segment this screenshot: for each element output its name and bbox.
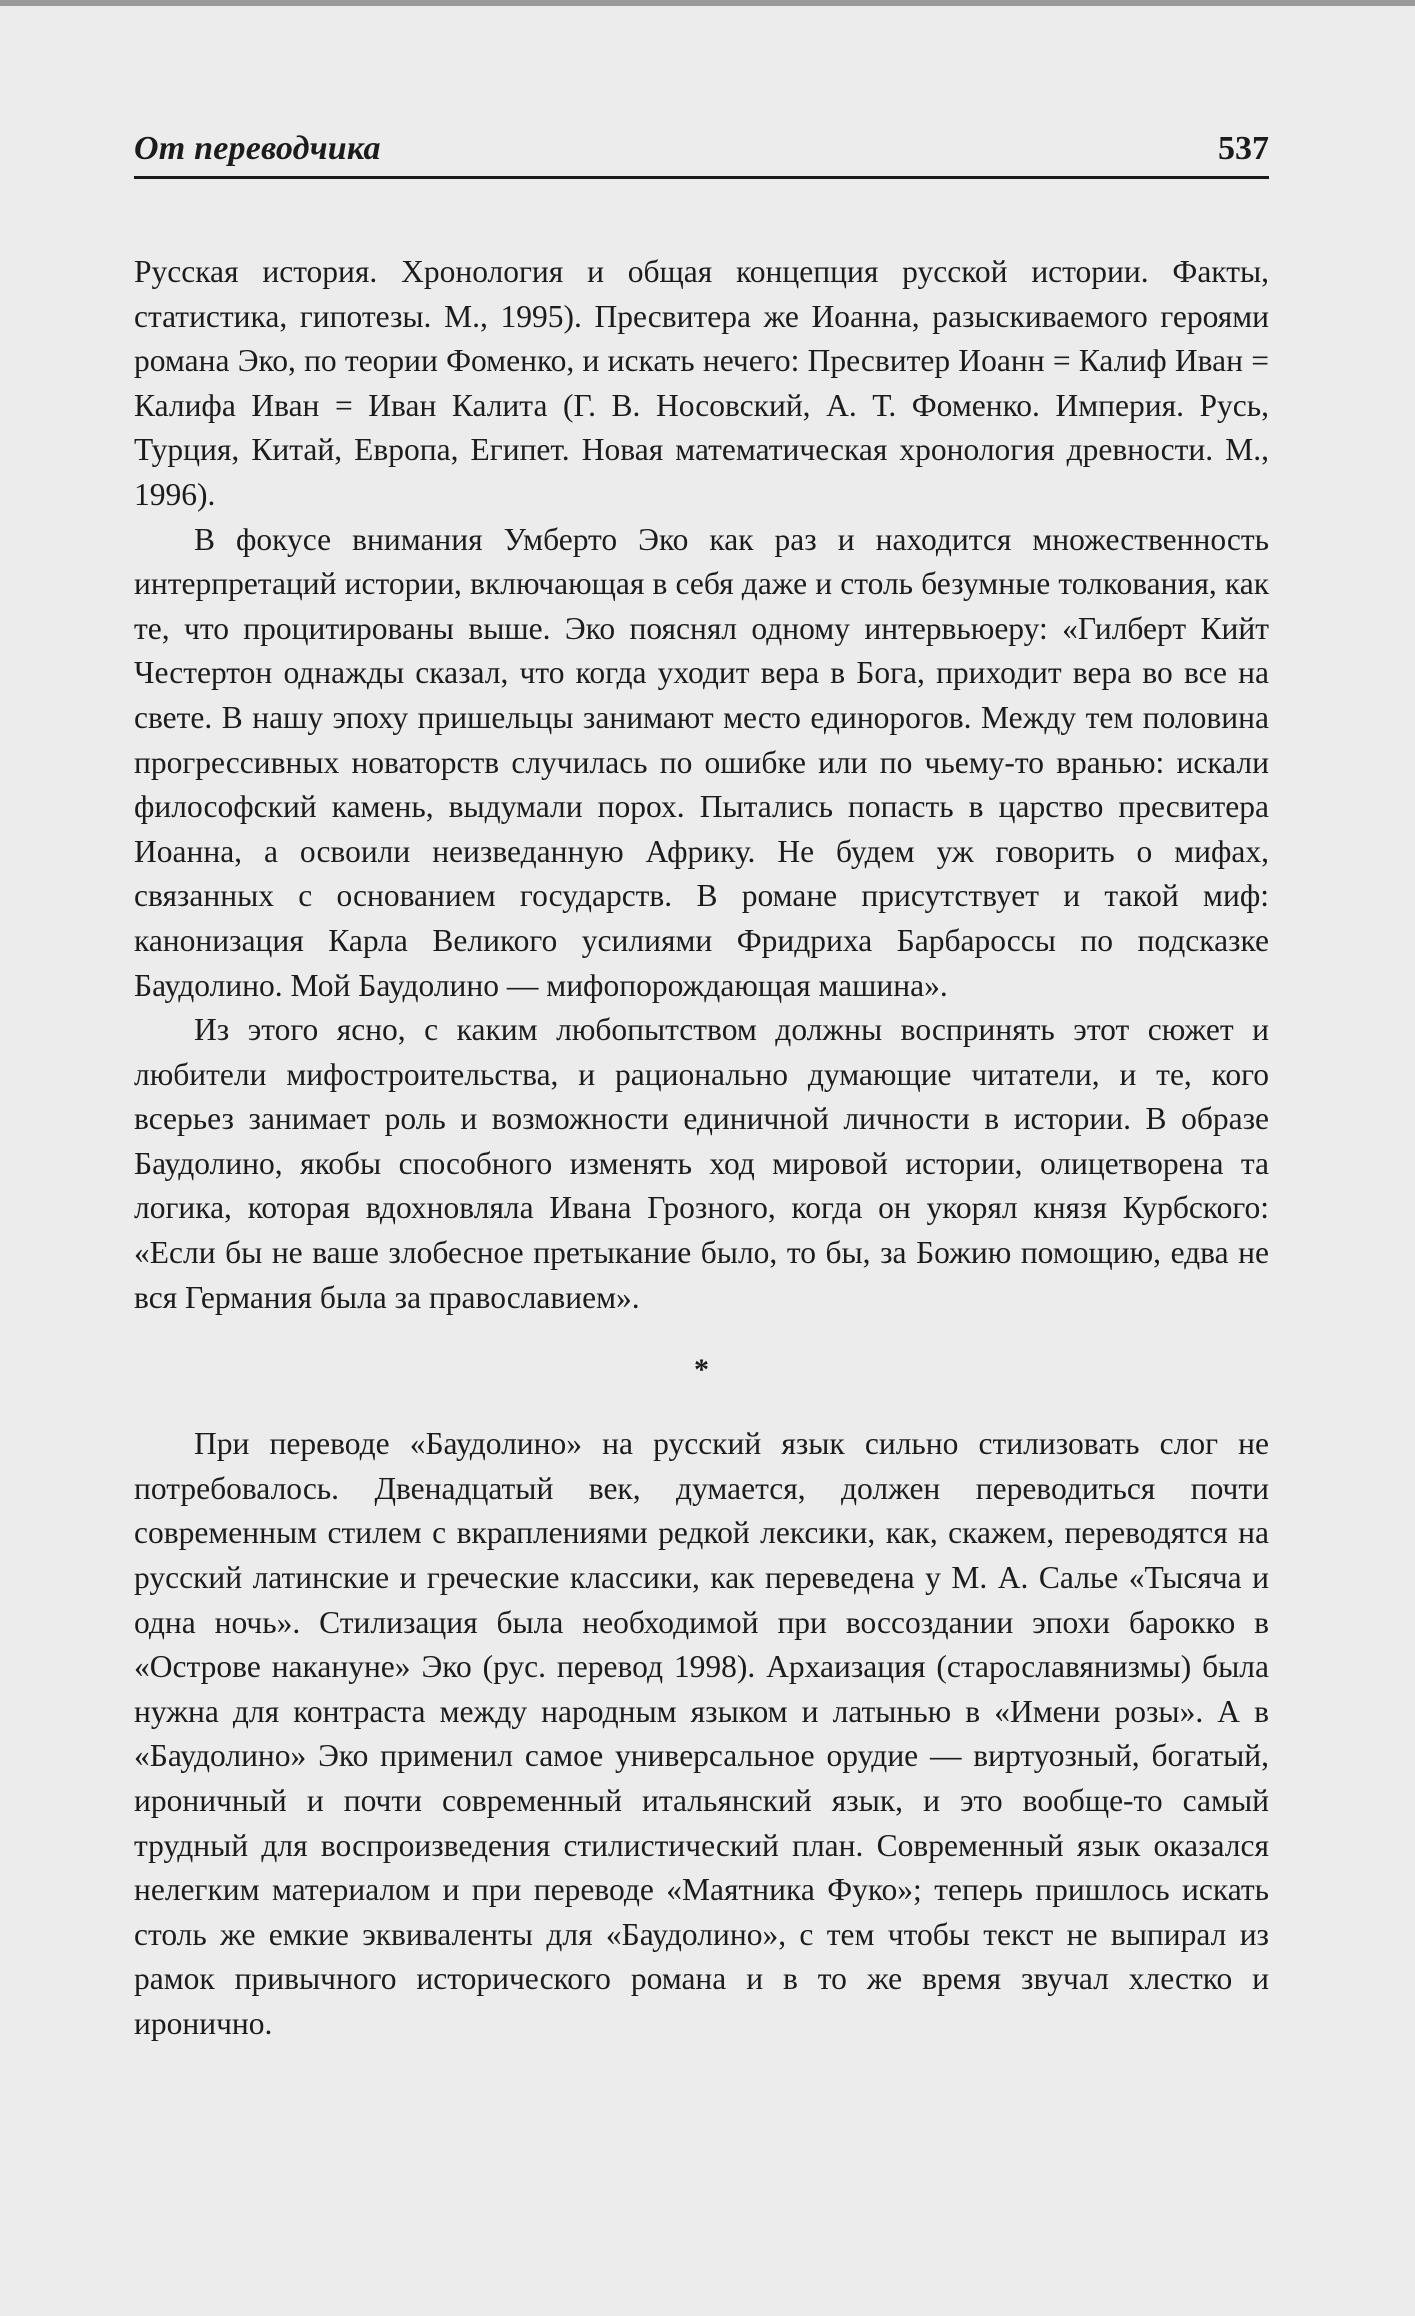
running-header <box>134 124 1269 179</box>
paragraph-4: При переводе «Баудолино» на русский язык сильно стилизовать слог не потребовалось. Двенадцатый век, думается, должен переводиться почти современным стилем с вкраплениями редкой лексики, как, скажем, переводятся на русский латинские и греческие классики, как переведена у М. А. Салье «Тысяча и одна ночь». Стилизация была необходимой при воссоздании эпохи барокко в «Острове накануне» Эко (рус. перевод 1998). Архаизация (старославянизмы) была нужна для контраста между народным языком и латынью в «Имени розы». А в «Баудолино» Эко применил самое универсальное орудие — виртуозный, богатый, ироничный и почти современный итальянский язык, и это вообще-то самый трудный для воспроизведения стилистический план. Современный язык оказался нелегким материалом и при переводе «Маятника Фуко»; теперь пришлось искать столь же емкие эквиваленты для «Баудолино», с тем чтобы текст не выпирал из рамок привычного исторического романа и в то же время звучал хлестко и иронично. <box>134 1426 1269 2041</box>
paragraph-3: Из этого ясно, с каким любопытством должны воспринять этот сюжет и любители мифостроительства, и рационально думающие читатели, и те, кого всерьез занимает роль и возможности единичной личности в истории. В образе Баудолино, якобы способного изменять ход мировой истории, олицетворена та логика, которая вдохновляла Ивана Грозного, когда он укорял князя Курбского: «Если бы не ваше злобесное претыкание было, то бы, за Божию помощию, едва не вся Германия была за православием». <box>134 1012 1269 1315</box>
paragraph-2: В фокусе внимания Умберто Эко как раз и находится множественность интерпретаций истории, включающая в себя даже и столь безумные толкования, как те, что процитированы выше. Эко пояснял одному интервьюеру: «Гилберт Кийт Честертон однажды сказал, что когда уходит вера в Бога, приходит вера во все на свете. В нашу эпоху пришельцы занимают место единорогов. Между тем половина прогрессивных новаторств случилась по ошибке или по чьему-то вранью: искали философский камень, выдумали порох. Пытались попасть в царство пресвитера Иоанна, а освоили неизведанную Африку. Не будем уж говорить о мифах, связанных с основанием государств. В романе присутствует и такой миф: канонизация Карла Великого усилиями Фридриха Барбароссы по подсказке Баудолино. Мой Баудолино — мифопорождающая машина». <box>134 521 1269 1003</box>
top-border <box>0 0 1415 6</box>
page-number: 537 <box>1218 130 1269 167</box>
body-text <box>134 250 1269 2047</box>
section-separator: * <box>694 1353 709 1387</box>
paragraph-1: Русская история. Хронология и общая концепция русской истории. Факты, статистика, гипотезы. М., 1995). Пресвитера же Иоанна, разыскиваемого героями романа Эко, по теории Фоменко, и искать нечего: Пресвитер Иоанн = Калиф Иван = Калифа Иван = Иван Калита (Г. В. Носовский, А. Т. Фоменко. Империя. Русь, Турция, Китай, Европа, Египет. Новая математическая хронология древности. М., 1996). <box>134 254 1269 512</box>
running-title: От переводчика <box>134 130 381 167</box>
